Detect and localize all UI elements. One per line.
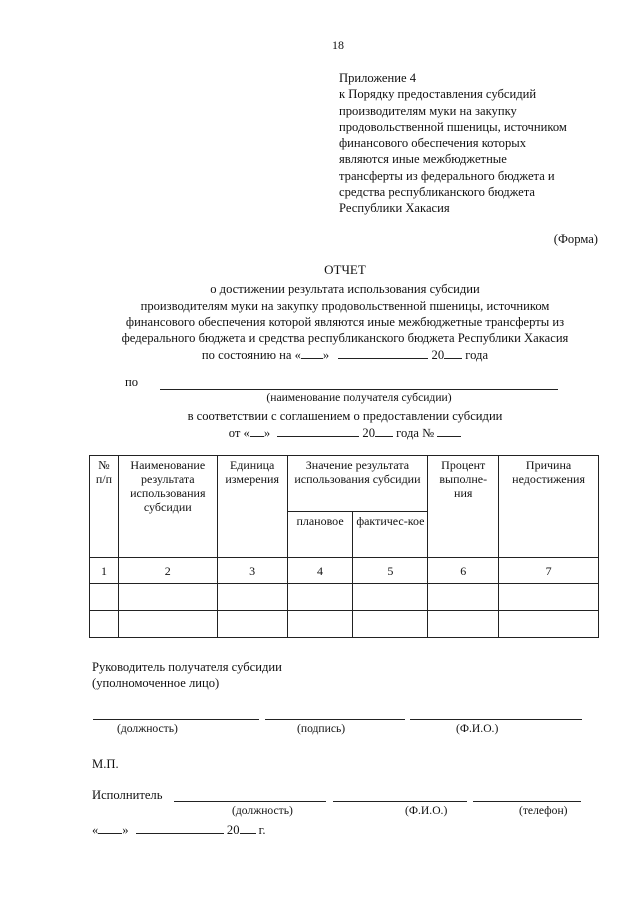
executor-position-hint: (должность) bbox=[232, 804, 293, 817]
executor-label: Исполнитель bbox=[92, 788, 163, 802]
header-value-group: Значение результата использования субсидии bbox=[287, 456, 428, 512]
date-year: 20 bbox=[226, 823, 240, 837]
appendix-line: Приложение 4 bbox=[339, 71, 417, 85]
header-percent: Процент выполне-ния bbox=[428, 456, 499, 558]
stamp-label: М.П. bbox=[92, 757, 119, 771]
report-title-block bbox=[60, 262, 630, 364]
table-row bbox=[90, 611, 599, 638]
executor-phone-field[interactable] bbox=[473, 801, 581, 802]
head-position-field[interactable] bbox=[93, 719, 259, 720]
appendix-line: Республики Хакасия bbox=[339, 201, 450, 216]
head-position-hint: (должность) bbox=[117, 722, 178, 735]
report-subtitle-line: о достижении результата использования субсидии bbox=[210, 282, 480, 297]
executor-name-hint: (Ф.И.О.) bbox=[405, 804, 448, 817]
head-subtitle: (уполномоченное лицо) bbox=[92, 676, 220, 691]
table-row bbox=[90, 584, 599, 611]
agreement-block bbox=[60, 408, 630, 442]
date-open-quote: « bbox=[92, 823, 99, 837]
column-number: 5 bbox=[353, 558, 428, 584]
head-signature-field[interactable] bbox=[265, 719, 405, 720]
column-number: 6 bbox=[428, 558, 499, 584]
agreement-number-field[interactable] bbox=[437, 424, 461, 437]
as-of-year: 20 bbox=[431, 348, 445, 363]
table-cell[interactable] bbox=[217, 584, 287, 611]
table-cell[interactable] bbox=[118, 584, 217, 611]
header-planned: плановое bbox=[287, 512, 353, 558]
table-cell[interactable] bbox=[499, 611, 599, 638]
report-subtitle-line: производителям муки на закупку продовольственной пшеницы, источником bbox=[140, 298, 550, 313]
column-number: 3 bbox=[217, 558, 287, 584]
table-cell[interactable] bbox=[287, 584, 353, 611]
header-num: № п/п bbox=[90, 456, 119, 558]
form-label: (Форма) bbox=[553, 232, 598, 246]
header-unit: Единица измерения bbox=[217, 456, 287, 558]
appendix-block bbox=[339, 70, 629, 217]
header-name: Наименование результата использования субсидии bbox=[118, 456, 217, 558]
agreement-month-field[interactable] bbox=[277, 424, 359, 437]
as-of-suffix: года bbox=[465, 348, 489, 363]
header-reason: Причина недостижения bbox=[499, 456, 599, 558]
agreement-quote: » bbox=[263, 426, 271, 441]
date-month-field[interactable] bbox=[136, 821, 224, 834]
report-title: ОТЧЕТ bbox=[324, 262, 366, 277]
agreement-date-line bbox=[60, 424, 630, 441]
date-year-field[interactable] bbox=[240, 821, 256, 834]
table-cell[interactable] bbox=[90, 611, 119, 638]
appendix-line: трансферты из федерального бюджета и bbox=[339, 168, 555, 183]
table-cell[interactable] bbox=[287, 611, 353, 638]
date-suffix: г. bbox=[258, 823, 266, 837]
as-of-quote: » bbox=[322, 348, 330, 363]
appendix-line: средства республиканского бюджета bbox=[339, 185, 535, 200]
report-table bbox=[89, 455, 599, 638]
column-number: 1 bbox=[90, 558, 119, 584]
appendix-line: к Порядку предоставления субсидий bbox=[339, 87, 537, 102]
recipient-name-field[interactable] bbox=[160, 389, 558, 390]
table-cell[interactable] bbox=[499, 584, 599, 611]
agreement-year: 20 bbox=[362, 426, 376, 441]
as-of-year-field[interactable] bbox=[444, 346, 462, 359]
as-of-prefix: по состоянию на « bbox=[201, 348, 301, 363]
appendix-line: являются иные межбюджетные bbox=[339, 152, 507, 167]
table-cell[interactable] bbox=[118, 611, 217, 638]
agreement-year-field[interactable] bbox=[375, 424, 393, 437]
report-subtitle-line: финансового обеспечения которой являются иные межбюджетные трансферты из bbox=[125, 314, 565, 329]
head-title: Руководитель получателя субсидии bbox=[92, 660, 282, 674]
head-signature-block bbox=[92, 659, 282, 692]
as-of-date-line bbox=[60, 346, 630, 363]
date-day-field[interactable] bbox=[98, 821, 122, 834]
report-subtitle-line: федерального бюджета и средства республиканского бюджета Республики Хакасия bbox=[121, 331, 569, 346]
table-cell[interactable] bbox=[428, 584, 499, 611]
table-cell[interactable] bbox=[353, 611, 428, 638]
recipient-prefix: по bbox=[125, 375, 139, 389]
table-cell[interactable] bbox=[217, 611, 287, 638]
agreement-year-suffix: года № bbox=[396, 426, 435, 441]
table-cell[interactable] bbox=[428, 611, 499, 638]
as-of-month-field[interactable] bbox=[338, 346, 428, 359]
appendix-line: продовольственной пшеницы, источником bbox=[339, 119, 567, 134]
agreement-day-field[interactable] bbox=[250, 424, 264, 437]
head-signature-hint: (подпись) bbox=[297, 722, 346, 735]
executor-phone-hint: (телефон) bbox=[519, 804, 568, 817]
executor-name-field[interactable] bbox=[333, 801, 467, 802]
as-of-day-field[interactable] bbox=[301, 346, 323, 359]
signing-date-line bbox=[92, 821, 266, 838]
page-number: 18 bbox=[332, 38, 344, 52]
column-number: 4 bbox=[287, 558, 353, 584]
head-name-hint: (Ф.И.О.) bbox=[456, 722, 499, 735]
appendix-line: финансового обеспечения которых bbox=[339, 136, 526, 151]
agreement-from-prefix: от « bbox=[228, 426, 250, 441]
column-number: 2 bbox=[118, 558, 217, 584]
agreement-line: в соответствии с соглашением о предоставлении субсидии bbox=[187, 409, 503, 423]
table-cell[interactable] bbox=[90, 584, 119, 611]
head-name-field[interactable] bbox=[410, 719, 582, 720]
header-actual: фактичес-кое bbox=[353, 512, 428, 558]
appendix-line: производителям муки на закупку bbox=[339, 103, 517, 118]
table-cell[interactable] bbox=[353, 584, 428, 611]
date-close-quote: » bbox=[122, 823, 129, 837]
executor-position-field[interactable] bbox=[174, 801, 326, 802]
recipient-hint: (наименование получателя субсидии) bbox=[266, 391, 452, 404]
column-number: 7 bbox=[499, 558, 599, 584]
